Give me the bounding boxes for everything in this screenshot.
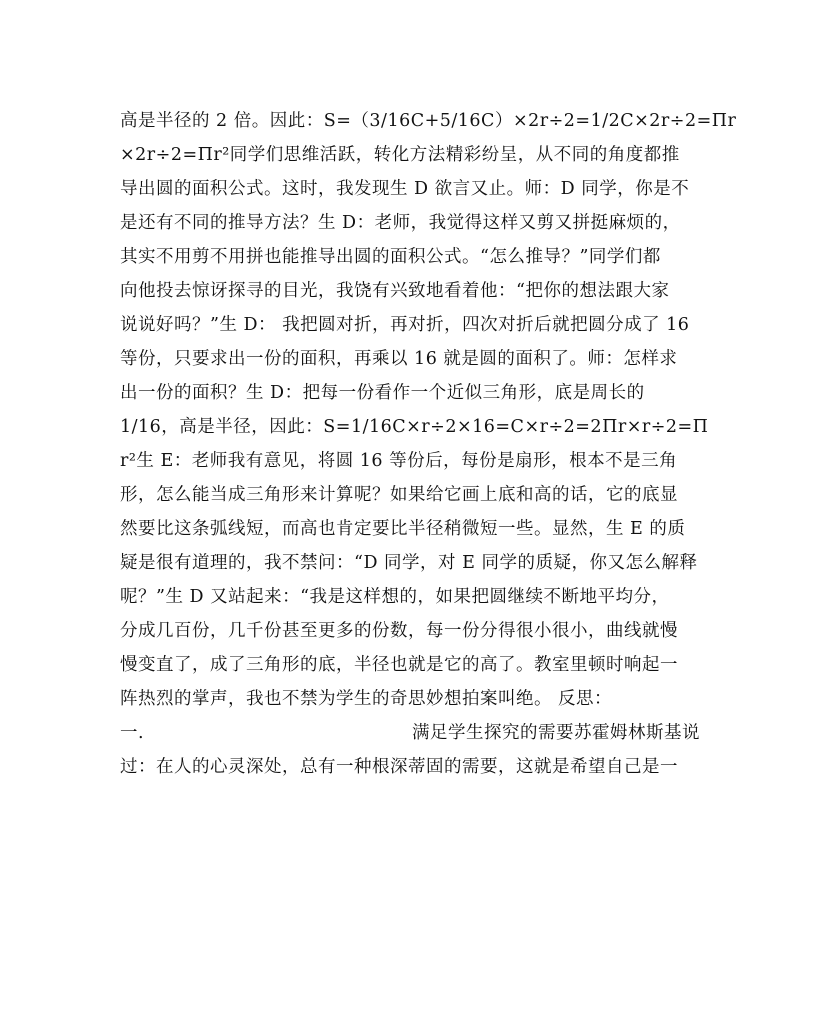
text-line: 阵热烈的掌声，我也不禁为学生的奇思妙想拍案叫绝。 反思： (120, 689, 613, 709)
text-line: r²生 E：老师我有意见，将圆 16 等份后，每份是扇形，根本不是三角 (120, 451, 678, 471)
text-line: 出一份的面积？生 D：把每一份看作一个近似三角形，底是周长的 (120, 383, 645, 403)
text-line: 疑是很有道理的，我不禁问：“D 同学，对 E 同学的质疑，你又怎么解释 (120, 553, 698, 573)
text-line: 过：在人的心灵深处，总有一种根深蒂固的需要，这就是希望自己是一 (120, 757, 678, 777)
text-line: 导出圆的面积公式。这时，我发现生 D 欲言又止。师：D 同学，你是不 (120, 179, 690, 199)
text-line: 其实不用剪不用拼也能推导出圆的面积公式。“怎么推导？”同学们都 (120, 247, 661, 267)
text-line: 呢？”生 D 又站起来：“我是这样想的，如果把圆继续不断地平均分， (120, 587, 670, 607)
text-line: 等份，只要求出一份的面积，再乘以 16 就是圆的面积了。师：怎样求 (120, 349, 678, 369)
text-line: 慢变直了，成了三角形的底，半径也就是它的高了。教室里顿时响起一 (120, 655, 678, 675)
text-line: 然要比这条弧线短，而高也肯定要比半径稍微短一些。显然，生 E 的质 (120, 519, 686, 539)
text-line: 形，怎么能当成三角形来计算呢？如果给它画上底和高的话，它的底显 (120, 485, 678, 505)
text-line: 1/16，高是半径，因此：S=1/16C×r÷2×16=C×r÷2=2Πr×r÷2=Π (120, 417, 709, 437)
section-heading-text: 满足学生探究的需要苏霍姆林斯基说 (412, 723, 700, 743)
section-number: 一. (120, 723, 145, 743)
text-line: 高是半径的 2 倍。因此：S=（3/16C+5/16C）×2r÷2=1/2C×2r÷2=Πr (120, 111, 737, 131)
section-heading-line (120, 716, 700, 750)
body-text (120, 104, 737, 784)
text-line: 向他投去惊讶探寻的目光，我饶有兴致地看着他：“把你的想法跟大家 (120, 281, 670, 301)
text-line: 说说好吗？”生 D： 我把圆对折，再对折，四次对折后就把圆分成了 16 (120, 315, 690, 335)
text-line: 分成几百份，几千份甚至更多的份数，每一份分得很小很小，曲线就慢 (120, 621, 678, 641)
text-line: ×2r÷2=Πr²同学们思维活跃，转化方法精彩纷呈，从不同的角度都推 (120, 145, 680, 165)
text-line: 是还有不同的推导方法？生 D：老师，我觉得这样又剪又拼挺麻烦的， (120, 213, 681, 233)
